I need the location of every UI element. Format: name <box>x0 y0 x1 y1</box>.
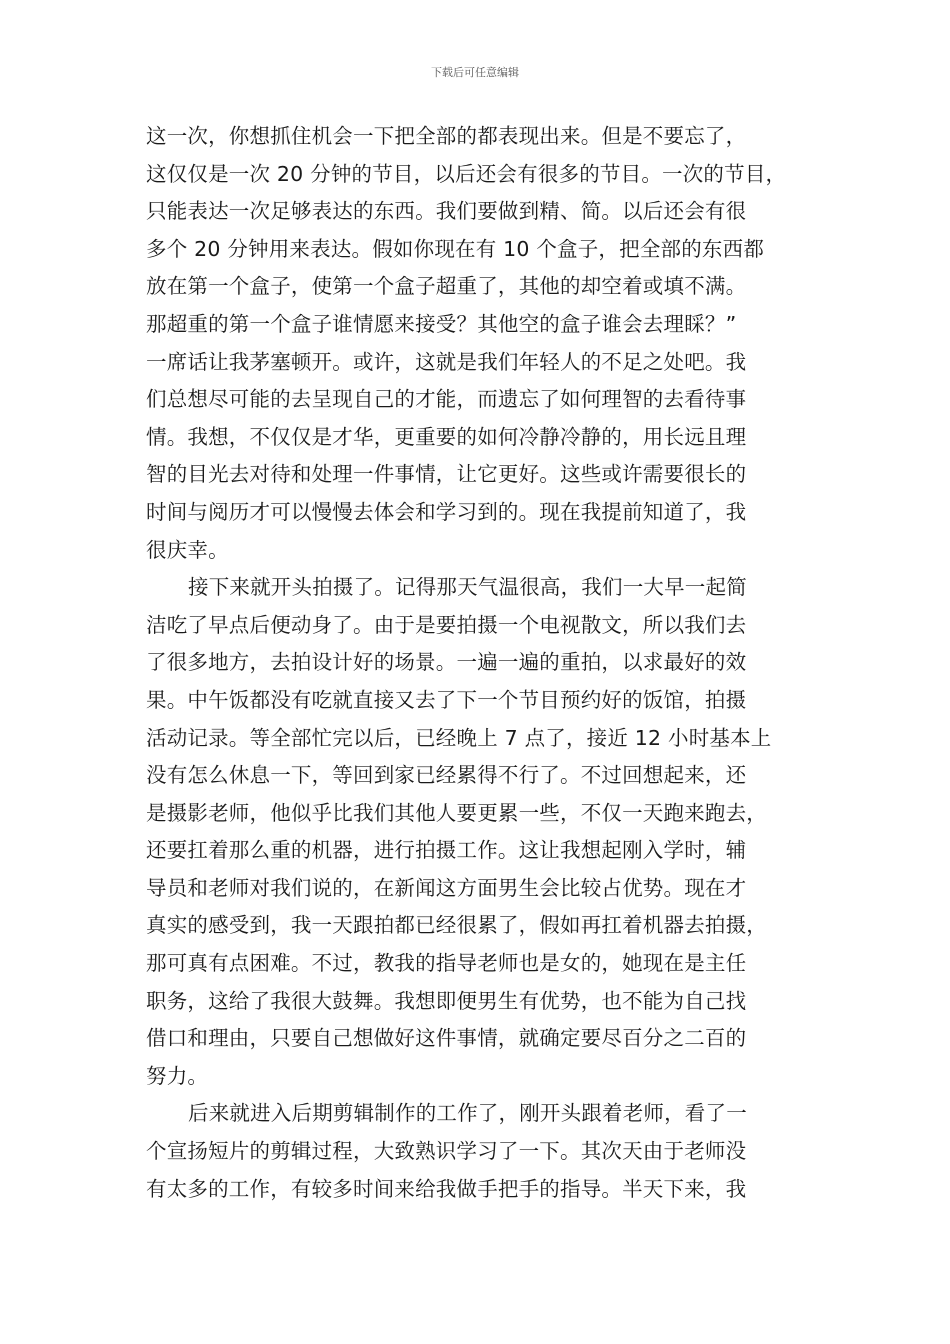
text-line: 努力。 <box>146 1063 209 1088</box>
page-header: 下载后可任意编辑 <box>431 66 519 79</box>
text-line: 只能表达一次足够表达的东西。我们要做到精、简。以后还会有很 <box>146 199 747 224</box>
text-line: 那超重的第一个盒子谁情愿来接受？其他空的盒子谁会去理睬？” <box>146 311 737 336</box>
text-line: 借口和理由，只要自己想做好这件事情，就确定要尽百分之二百的 <box>146 1026 747 1051</box>
text-line: 接下来就开头拍摄了。记得那天气温很高，我们一大早一起简 <box>188 575 747 600</box>
text-line: 多个 20 分钟用来表达。假如你现在有 10 个盒子，把全部的东西都 <box>146 236 765 261</box>
text-line: 那可真有点困难。不过，教我的指导老师也是女的，她现在是主任 <box>146 951 747 976</box>
text-line: 很庆幸。 <box>146 537 229 562</box>
text-line: 们总想尽可能的去呈现自己的才能，而遗忘了如何理智的去看待事 <box>146 387 747 412</box>
text-line: 了很多地方，去拍设计好的场景。一遍一遍的重拍，以求最好的效 <box>146 650 747 675</box>
text-line: 果。中午饭都没有吃就直接又去了下一个节目预约好的饭馆，拍摄 <box>146 687 747 712</box>
text-line: 职务，这给了我很大鼓舞。我想即便男生有优势，也不能为自己找 <box>146 988 747 1013</box>
text-line: 情。我想，不仅仅是才华，更重要的如何冷静冷静的，用长远且理 <box>146 424 747 449</box>
text-line: 这一次，你想抓住机会一下把全部的都表现出来。但是不要忘了， <box>146 124 747 148</box>
text-line: 活动记录。等全部忙完以后，已经晚上 7 点了，接近 12 小时基本上 <box>146 725 772 750</box>
text-line: 没有怎么休息一下，等回到家已经累得不行了。不过回想起来，还 <box>146 763 747 788</box>
text-line: 是摄影老师，他似乎比我们其他人要更累一些，不仅一天跑来跑去， <box>146 800 767 825</box>
body-text <box>146 118 820 1208</box>
text-line: 真实的感受到，我一天跟拍都已经很累了，假如再扛着机器去拍摄， <box>146 913 767 938</box>
text-line: 导员和老师对我们说的，在新闻这方面男生会比较占优势。现在才 <box>146 875 747 900</box>
text-line: 有太多的工作，有较多时间来给我做手把手的指导。半天下来，我 <box>146 1176 747 1201</box>
text-line: 洁吃了早点后便动身了。由于是要拍摄一个电视散文，所以我们去 <box>146 612 747 637</box>
text-line: 个宣扬短片的剪辑过程，大致熟识学习了一下。其次天由于老师没 <box>146 1139 747 1164</box>
text-line: 放在第一个盒子，使第一个盒子超重了，其他的却空着或填不满。 <box>146 274 747 299</box>
text-line: 智的目光去对待和处理一件事情，让它更好。这些或许需要很长的 <box>146 462 747 487</box>
text-line: 时间与阅历才可以慢慢去体会和学习到的。现在我提前知道了，我 <box>146 499 747 524</box>
text-line: 一席话让我茅塞顿开。或许，这就是我们年轻人的不足之处吧。我 <box>146 349 747 374</box>
text-line: 这仅仅是一次 20 分钟的节目，以后还会有很多的节目。一次的节目， <box>146 161 787 186</box>
text-line: 后来就进入后期剪辑制作的工作了，刚开头跟着老师，看了一 <box>188 1101 747 1126</box>
text-line: 还要扛着那么重的机器，进行拍摄工作。这让我想起刚入学时，辅 <box>146 838 747 863</box>
